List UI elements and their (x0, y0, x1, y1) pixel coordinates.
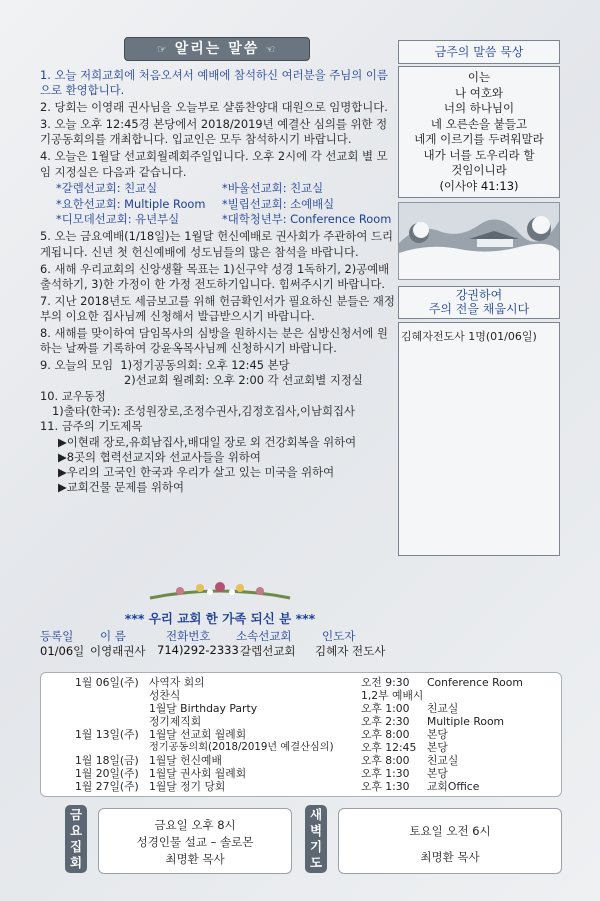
friday-line: 성경인물 설교 – 솔로몬 (136, 835, 254, 849)
schedule-row (41, 690, 561, 703)
dawn-label-text: 새벽기도 (310, 807, 323, 870)
schedule-event: 1월달 Birthday Party (149, 702, 258, 715)
prayer-item: ▶교회건물 문제를 위하여 (58, 480, 185, 495)
friday-line: 금요일 오후 8시 (154, 818, 236, 832)
schedule-table (40, 672, 562, 797)
schedule-place: Multiple Room (427, 715, 505, 728)
schedule-event: 1월달 정기 당회 (149, 780, 226, 793)
newcomer-col-guide: 인도자 (322, 629, 356, 643)
schedule-date: 1월 13일(주) (75, 728, 139, 741)
meeting-label: 9. 오늘의 모임 (40, 358, 114, 373)
prayer-item: ▶이현래 장로,유희남집사,배대일 장로 외 건강회복을 위하여 (58, 434, 357, 449)
room-entry: *갈렙선교회: 친교실 (56, 181, 158, 196)
schedule-event: 성찬식 (149, 689, 181, 702)
schedule-place: 교회Office (427, 780, 480, 793)
newcomer-date: 01/06일 (40, 644, 85, 658)
verse-line: 네게 이르기를 두려워말라 (414, 132, 544, 146)
meeting-line: 2)선교회 월례회: 오후 2:00 각 선교회별 지정실 (124, 373, 363, 388)
schedule-time: 1,2부 예배시 (361, 689, 424, 702)
schedule-place: 본당 (427, 728, 448, 741)
notice-item: 1. 오늘 저희교회에 처음오셔서 예배에 참석하신 여러분을 주님의 이름으로 환영합니다. (40, 68, 388, 98)
schedule-time: 오후 8:00 (361, 754, 410, 767)
evangelism-title-line: 주의 전을 채웁시다 (428, 302, 530, 316)
evangelism-title-box (398, 286, 560, 319)
friday-box (98, 808, 292, 874)
room-entry: *바울선교회: 친교실 (222, 181, 324, 196)
schedule-date: 1월 18일(금) (75, 754, 139, 767)
schedule-event: 정기공동의회(2018/2019년 예결산심의) (149, 742, 334, 753)
schedule-place: Conference Room (427, 676, 523, 689)
meeting-block (40, 358, 395, 389)
schedule-row (41, 781, 561, 794)
prayer-item: ▶우리의 고국인 한국과 우리가 살고 있는 미국을 위하여 (58, 465, 335, 480)
newcomer-name: 이영래권사 (90, 644, 146, 658)
news-line: 1)출타(한국): 조성원장로,조정수권사,김정호집사,이남희집사 (52, 403, 355, 418)
room-entry: *디모데선교회: 유년부실 (56, 212, 180, 227)
verse-text (399, 67, 559, 194)
dawn-line: 토요일 오전 6시 (409, 824, 491, 838)
newcomer-mission: 갈렙선교회 (240, 644, 296, 658)
dawn-label (305, 805, 327, 873)
newcomer-col-name: 이 름 (100, 629, 126, 643)
newcomer-col-mission: 소속선교회 (236, 629, 292, 643)
schedule-time: 오후 12:45 (361, 741, 417, 754)
verse-line: 나 여호와 (454, 85, 504, 100)
room-row (56, 212, 395, 227)
flower-decoration (140, 580, 300, 604)
pointing-hand-icon: ☞ (156, 43, 169, 56)
newcomer-guide: 김혜자 전도사 (315, 644, 386, 658)
newcomer-col-phone: 전화번호 (166, 629, 211, 643)
newcomer-col-date: 등록일 (40, 629, 74, 643)
friday-line: 최명환 목사 (165, 852, 225, 866)
schedule-event: 1월달 헌신예배 (149, 754, 222, 767)
notice-item: 3. 오늘 오후 12:45경 본당에서 2018/2019년 예결산 심의를 위한 정기공동회의를 개최합니다. 입교인은 모두 참석하시기 바랍니다. (40, 117, 388, 147)
verse-line: 너의 하나님이 (443, 101, 515, 115)
verse-box (398, 66, 560, 198)
notices-title: 알리는 말씀 (174, 41, 260, 57)
schedule-place: 친교실 (427, 754, 459, 767)
friday-label-text: 금요집회 (70, 807, 83, 870)
schedule-row (41, 677, 561, 690)
schedule-event: 1월달 권사회 월례회 (149, 767, 247, 780)
schedule-time: 오후 8:00 (361, 728, 410, 741)
prayer-list (40, 435, 395, 496)
schedule-row (41, 729, 561, 742)
friday-label (65, 805, 87, 873)
meeting-line: 1)정기공동의회: 오후 12:45 본당 (120, 358, 290, 373)
evangelism-title-line: 강권하여 (455, 288, 503, 302)
newcomer-phone: 714)292-2333 (157, 643, 239, 657)
notices-title-bar (124, 37, 310, 61)
pointing-hand-icon: ☜ (265, 43, 278, 56)
room-row (56, 181, 395, 196)
schedule-time: 오후 1:30 (361, 780, 410, 793)
notice-item: 5. 오는 금요예배(1/18일)는 1월달 헌신예배로 권사회가 주관하여 드리게됩니다. 신년 첫 헌신예배에 성도님들의 많은 참석을 바랍니다. (40, 229, 394, 259)
newcomer-title: *** 우리 교회 한 가족 되신 분 *** (124, 611, 316, 626)
schedule-time: 오전 9:30 (361, 676, 410, 689)
notice-item: 8. 새해를 맞이하여 담임목사의 심방을 원하시는 분은 심방신청서에 원하는 날짜를 기록하여 강윤옥목사님께 신청하시기 바랍니다. (40, 325, 388, 356)
evangelism-box (398, 322, 560, 556)
room-row (56, 197, 395, 212)
schedule-date: 1월 06일(주) (75, 676, 139, 689)
schedule-place: 친교실 (427, 702, 459, 715)
notice-item: 6. 새해 우리교회의 신앙생활 목표는 1)신구약 성경 1독하기, 2)공예배 출석하기, 3)한 가정이 한 가정 전도하기입니다. 힘써주시기 바랍니다. (40, 261, 390, 291)
prayer-label: 11. 금주의 기도제목 (40, 419, 143, 434)
evangelism-entry: 김혜자전도사 1명(01/06일) (401, 330, 537, 343)
verse-line: 것임이니라 (451, 163, 507, 177)
schedule-time: 오후 1:00 (361, 702, 410, 715)
notice-item: 2. 당회는 이영래 권사님을 오늘부로 샬롬찬양대 대원으로 임명합니다. (40, 100, 388, 115)
verse-line: 내가 너를 도우리라 할 (423, 147, 535, 162)
verse-title: 금주의 말씀 묵상 (434, 45, 524, 59)
schedule-place: 본당 (427, 741, 448, 754)
schedule-time: 오후 1:30 (361, 767, 410, 780)
schedule-date: 1월 20일(주) (75, 767, 139, 780)
snow-landscape-photo (398, 202, 560, 280)
verse-title-box (398, 40, 560, 64)
notice-item: 4. 오늘은 1월달 선교회월례회주일입니다. 오후 2시에 각 선교회 별 모임 지정실은 다음과 같습니다. (40, 149, 388, 179)
room-entry: *대학청년부: Conference Room (222, 212, 392, 227)
dawn-line: 최명환 목사 (420, 850, 480, 864)
schedule-event: 사역자 회의 (149, 676, 205, 689)
room-list (40, 181, 395, 227)
notice-item: 7. 지난 2018년도 세금보고를 위해 헌금확인서가 필요하신 분들은 재정부의 이요한 집사님께 신청해서 발급받으시기 바랍니다. (40, 293, 395, 324)
verse-line: 이는 (467, 70, 491, 84)
schedule-event: 1월달 선교회 월례회 (149, 728, 247, 741)
schedule-event: 정기제직회 (149, 715, 202, 728)
room-entry: *요한선교회: Multiple Room (56, 196, 206, 211)
schedule-time: 오후 2:30 (361, 715, 410, 728)
prayer-item: ▶8곳의 협력선교지와 선교사들을 위하여 (58, 449, 261, 464)
schedule-date: 1월 27일(주) (75, 780, 139, 793)
dawn-box (338, 808, 562, 874)
verse-line: (이사야 41:13) (439, 178, 519, 193)
room-entry: *빌립선교회: 소예배실 (222, 196, 335, 211)
news-label: 10. 교우동정 (40, 388, 106, 403)
notices-list (40, 68, 395, 496)
verse-line: 네 오른손을 붙들고 (430, 116, 528, 131)
schedule-place: 본당 (427, 767, 448, 780)
